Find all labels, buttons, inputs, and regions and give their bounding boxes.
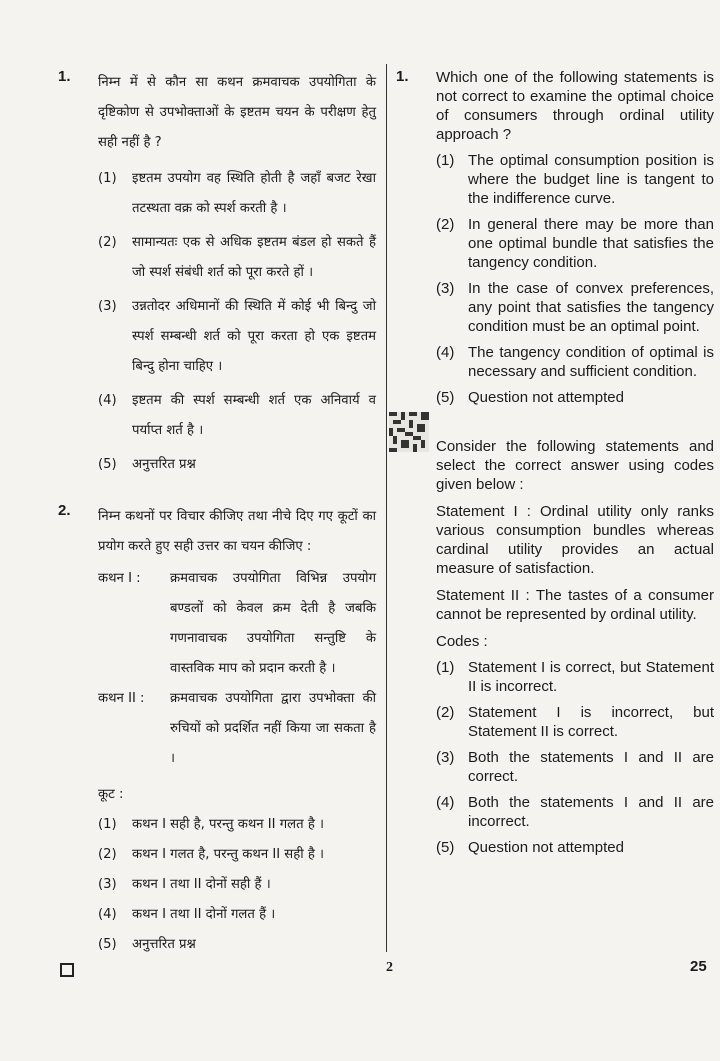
option-number: (1): [98, 171, 117, 186]
page-number-right: 25: [690, 958, 707, 975]
column-divider: [386, 64, 387, 952]
statement-block: [436, 502, 714, 578]
option-text: उन्नतोदर अधिमानों की स्थिति में कोई भी बिन्दु जो स्पर्श सम्बन्धी शर्त को पूरा करता हो एक इष्टतम बिन्दु होना चाहिए ।: [132, 299, 376, 374]
option-text: Statement I is incorrect, but Statement II is correct.: [468, 704, 714, 740]
qr-code-icon: [389, 412, 429, 452]
option-number: (3): [436, 749, 455, 766]
option-text: कथन I तथा II दोनों सही हैं ।: [132, 877, 271, 892]
option-3: [98, 870, 376, 900]
question-stem: निम्न कथनों पर विचार कीजिए तथा नीचे दिए गए कूटों का प्रयोग करते हुए सही उत्तर का चयन कीजिए :: [98, 509, 376, 554]
question-stem: Consider the following statements and select the correct answer using codes given below :: [436, 438, 714, 493]
option-text: Question not attempted: [468, 389, 624, 406]
option-number: (2): [98, 847, 117, 862]
page-number-center: 2: [386, 960, 393, 975]
question-stem: Which one of the following statements is not correct to examine the optimal choice of consumers through ordinal utility approach ?: [436, 69, 714, 143]
option-3: [436, 748, 714, 786]
option-number: (3): [98, 877, 117, 892]
option-4: [436, 343, 714, 381]
option-number: (2): [436, 704, 455, 721]
option-text: अनुत्तरित प्रश्न: [132, 937, 196, 952]
option-number: (5): [436, 389, 455, 406]
question-number: 1.: [396, 68, 409, 85]
codes-title: कूट :: [98, 787, 124, 802]
statement-2: [436, 586, 714, 624]
option-text: सामान्यतः एक से अधिक इष्टतम बंडल हो सकते हैं जो स्पर्श संबंधी शर्त को पूरा करते हों ।: [132, 235, 376, 280]
option-number: (1): [436, 659, 455, 676]
statement-2: [98, 684, 376, 774]
option-number: (2): [98, 235, 117, 250]
option-number: (1): [436, 152, 455, 169]
option-text: कथन I तथा II दोनों गलत हैं ।: [132, 907, 276, 922]
option-number: (4): [98, 393, 117, 408]
option-text: Both the statements I and II are incorrect.: [468, 794, 714, 830]
option-1: [98, 164, 376, 224]
option-number: (4): [436, 794, 455, 811]
option-text: In the case of convex preferences, any point that satisfies the tangency condition must be an optimal point.: [468, 280, 714, 335]
statement-text: क्रमवाचक उपयोगिता विभिन्न उपयोग बण्डलों को केवल क्रम देती है जबकि गणनावाचक उपयोगिता सन्तुष्टि के वास्तविक माप को प्रदान करती है ।: [170, 571, 376, 676]
option-4: [98, 900, 376, 930]
option-1: [436, 151, 714, 208]
option-number: (1): [98, 817, 117, 832]
option-text: Statement I is correct, but Statement II is incorrect.: [468, 659, 714, 695]
option-text: इष्टतम की स्पर्श सम्बन्धी शर्त एक अनिवार्य व पर्याप्त शर्त है ।: [132, 393, 376, 438]
option-text: The tangency condition of optimal is necessary and sufficient condition.: [468, 344, 714, 380]
english-question-1: [396, 68, 714, 407]
option-text: कथन I गलत है, परन्तु कथन II सही है ।: [132, 847, 325, 862]
hindi-column: [58, 68, 376, 960]
option-number: (3): [436, 280, 455, 297]
option-2: [436, 703, 714, 741]
option-2: [436, 215, 714, 272]
option-text: अनुत्तरित प्रश्न: [132, 457, 196, 472]
statement-1: [98, 564, 376, 684]
option-2: [98, 228, 376, 288]
statement-label: Statement I :: [436, 503, 531, 520]
option-number: (3): [98, 299, 117, 314]
english-question-2: [396, 437, 714, 857]
option-5: [436, 838, 714, 857]
statement-label: कथन I :: [98, 571, 141, 586]
statement-label: Statement II :: [436, 587, 530, 604]
option-text: Question not attempted: [468, 839, 624, 856]
option-number: (2): [436, 216, 455, 233]
option-text: The optimal consumption position is where the budget line is tangent to the indifference curve.: [468, 152, 714, 207]
option-text: कथन I सही है, परन्तु कथन II गलत है ।: [132, 817, 325, 832]
option-number: (5): [98, 457, 117, 472]
option-4: [436, 793, 714, 831]
option-1: [436, 658, 714, 696]
option-2: [98, 840, 376, 870]
statement-block: [436, 586, 714, 624]
question-number: 1.: [58, 68, 71, 85]
option-number: (5): [436, 839, 455, 856]
option-text: इष्टतम उपयोग वह स्थिति होती है जहाँ बजट रेखा तटस्थता वक्र को स्पर्श करती है ।: [132, 171, 376, 216]
option-number: (4): [436, 344, 455, 361]
option-3: [98, 292, 376, 382]
option-number: (5): [98, 937, 117, 952]
english-column: [396, 68, 714, 857]
question-stem: निम्न में से कौन सा कथन क्रमवाचक उपयोगिता के दृष्टिकोण से उपभोक्ताओं के इष्टतम चयन के परीक्षण हेतु सही नहीं है ?: [98, 75, 376, 150]
hindi-question-1: [58, 68, 376, 480]
statement-text: The tastes of a consumer cannot be represented by ordinal utility.: [436, 587, 715, 623]
option-5: [98, 930, 376, 960]
codes-title: Codes :: [436, 633, 488, 650]
statement-text: क्रमवाचक उपयोगिता द्वारा उपभोक्ता की रुचियों को प्रदर्शित नहीं किया जा सकता है ।: [170, 691, 376, 766]
question-number: 2.: [58, 502, 71, 519]
hindi-question-2: [58, 502, 376, 960]
option-number: (4): [98, 907, 117, 922]
statement-text: Ordinal utility only ranks various consumption bundles whereas cardinal utility provides an actual measure of satisfaction.: [436, 503, 714, 577]
option-5: [98, 450, 376, 480]
statement-1: [436, 502, 714, 578]
option-text: Both the statements I and II are correct.: [468, 749, 714, 785]
square-marker-icon: [60, 963, 74, 977]
option-5: [436, 388, 714, 407]
option-1: [98, 810, 376, 840]
option-text: In general there may be more than one optimal bundle that satisfies the tangency condition.: [468, 216, 714, 271]
statement-label: कथन II :: [98, 691, 145, 706]
option-3: [436, 279, 714, 336]
option-4: [98, 386, 376, 446]
